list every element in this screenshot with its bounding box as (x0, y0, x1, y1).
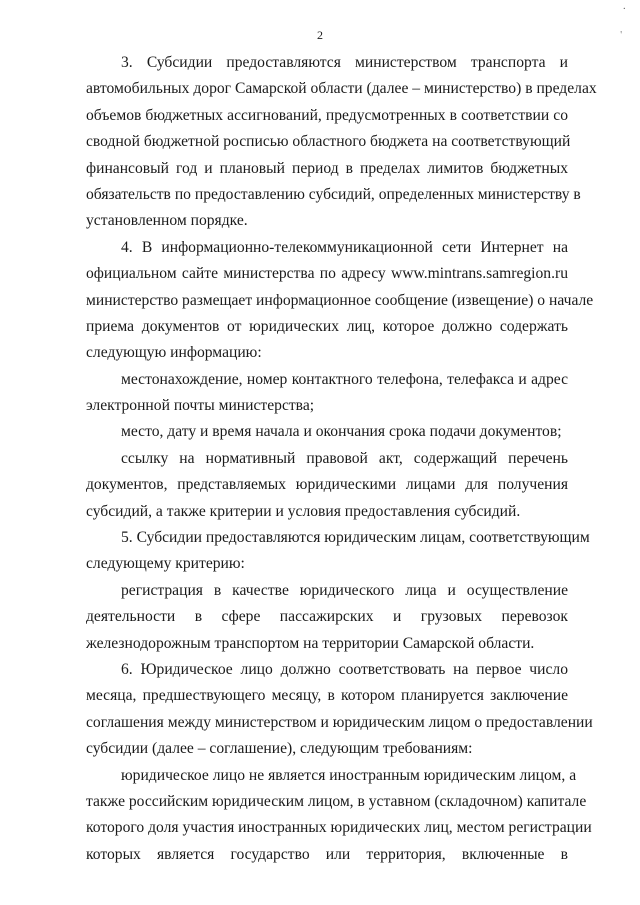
text-line: 3. Субсидии предоставляются министерством транспорта и (121, 54, 568, 71)
text-line: обязательств по предоставлению субсидий, определенных министерству в (86, 185, 581, 203)
text-line: документов, представляемых юридическими лицами для получения (86, 476, 568, 494)
text-line: сводной бюджетной росписью областного бюджета на соответствующий (86, 133, 571, 151)
text-line: объемов бюджетных ассигнований, предусмотренных в соответствии со (86, 106, 568, 124)
scan-mark: ' (620, 30, 622, 41)
text-line: следующему критерию: (86, 555, 245, 573)
text-line: автомобильных дорог Самарской области (далее – министерство) в пределах (86, 80, 597, 98)
text-line: место, дату и время начала и окончания срока подачи документов; (121, 423, 562, 441)
text-line: местонахождение, номер контактного телефона, телефакса и адрес (121, 370, 568, 388)
text-line: которого доля участия иностранных юридических лиц, местом регистрации (86, 819, 592, 837)
text-line: министерство размещает информационное сообщение (извещение) о начале (86, 291, 594, 309)
text-line: юридическое лицо не является иностранным юридическим лицом, а (121, 766, 577, 784)
text-line: электронной почты министерства; (86, 397, 315, 415)
text-line: соглашения между министерством и юридическим лицом о предоставлении (86, 713, 593, 731)
text-line: следующую информацию: (86, 344, 262, 362)
text-line: 6. Юридическое лицо должно соответствовать на первое число (121, 660, 568, 678)
text-line: ссылку на нормативный правовой акт, содержащий перечень (121, 449, 568, 467)
document-body (86, 50, 597, 868)
text-line: месяца, предшествующего месяцу, в котором планируется заключение (86, 687, 568, 705)
text-line: субсидий, а также критерии и условия предоставления субсидий. (86, 502, 521, 520)
text-line: субсидии (далее – соглашение), следующим требованиям: (86, 740, 473, 758)
page-number: 2 (317, 28, 323, 42)
scan-mark: · (622, 4, 626, 15)
text-line: 5. Субсидии предоставляются юридическим лицам, соответствующим (121, 529, 590, 547)
text-line: установленном порядке. (86, 212, 248, 230)
text-line: деятельности в сфере пассажирских и грузовых перевозок (86, 608, 568, 626)
text-line: также российским юридическим лицом, в уставном (складочном) капитале (86, 792, 587, 810)
text-line: 4. В информационно-телекоммуникационной сети Интернет на (121, 238, 568, 256)
text-line: железнодорожным транспортом на территории Самарской области. (86, 634, 535, 652)
text-line: приема документов от юридических лиц, которое должно содержать (86, 317, 568, 335)
text-line: финансовый год и плановый период в пределах лимитов бюджетных (86, 159, 568, 177)
text-line: официальном сайте министерства по адресу www.mintrans.samregion.ru (86, 265, 568, 283)
text-line: регистрация в качестве юридического лица и осуществление (121, 581, 568, 599)
text-line: которых является государство или территория, включенные в (86, 845, 568, 863)
